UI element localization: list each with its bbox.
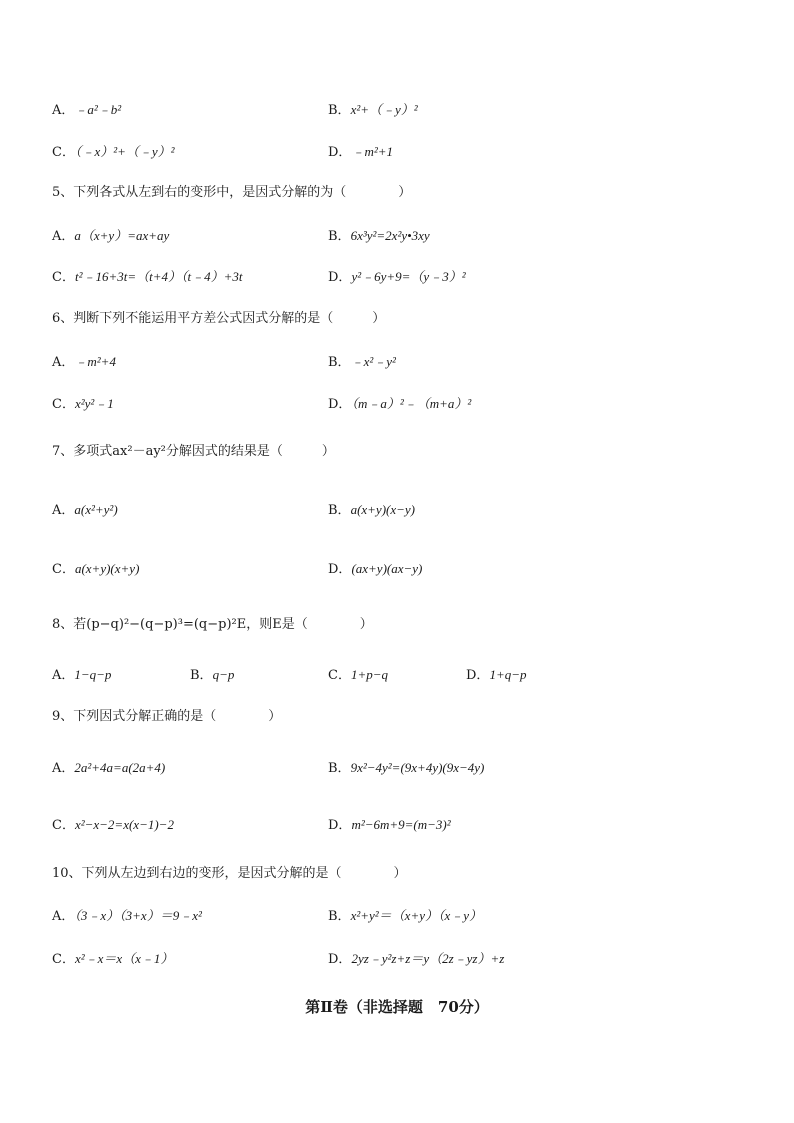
q5-option-a: A．a（x+y）=ax+ay <box>52 228 170 244</box>
q9-option-c: C．x²−x−2=x(x−1)−2 <box>52 817 174 833</box>
q5-option-c: C．t²﹣16+3t=（t+4）（t﹣4）+3t <box>52 269 243 285</box>
q10-stem: 10、下列从左边到右边的变形，是因式分解的是（ ） <box>52 866 407 881</box>
q8-option-b: B．q−p <box>190 667 235 683</box>
q8-option-d: D．1+q−p <box>466 667 527 683</box>
q8-stem: 8、若(p−q)²−(q−p)³=(q−p)²E，则E是（ ） <box>52 617 373 632</box>
q5-option-b: B．6x³y²=2x²y•3xy <box>328 228 430 244</box>
q7-option-a: A．a(x²+y²) <box>52 502 118 518</box>
q10-option-a: A．（3﹣x）（3+x）＝9﹣x² <box>52 908 202 924</box>
q6-option-d: D．（m﹣a）²﹣（m+a）² <box>328 396 472 412</box>
q7-stem: 7、多项式ax²－ay²分解因式的结果是（ ） <box>52 444 335 459</box>
q9-option-a: A．2a²+4a=a(2a+4) <box>52 760 166 776</box>
section-title: 第Ⅱ卷（非选择题 70分） <box>305 998 489 1016</box>
q7-option-d: D．(ax+y)(ax−y) <box>328 561 423 577</box>
q8-option-a: A．1−q−p <box>52 667 112 683</box>
q7-option-c: C．a(x+y)(x+y) <box>52 561 140 577</box>
q10-option-b: B．x²+y²＝（x+y）（x﹣y） <box>328 908 483 924</box>
q5-stem: 5、下列各式从左到右的变形中，是因式分解的为（ ） <box>52 185 412 200</box>
q9-option-d: D．m²−6m+9=(m−3)² <box>328 817 451 833</box>
q4-option-b: B．x²+（﹣y）² <box>328 102 418 118</box>
q4-option-d: D．﹣m²+1 <box>328 144 393 160</box>
q10-option-d: D．2yz﹣y²z+z＝y（2z﹣yz）+z <box>328 951 505 967</box>
q6-stem: 6、判断下列不能运用平方差公式因式分解的是（ ） <box>52 311 386 326</box>
q7-option-b: B．a(x+y)(x−y) <box>328 502 416 518</box>
q5-option-d: D．y²﹣6y+9=（y﹣3）² <box>328 269 466 285</box>
q4-option-c: C．（﹣x）²+（﹣y）² <box>52 144 175 160</box>
q6-option-b: B．﹣x²﹣y² <box>328 354 396 370</box>
q9-stem: 9、下列因式分解正确的是（ ） <box>52 709 282 724</box>
q10-option-c: C．x²﹣x＝x（x﹣1） <box>52 951 174 967</box>
q6-option-c: C．x²y²﹣1 <box>52 396 114 412</box>
q8-option-c: C．1+p−q <box>328 667 388 683</box>
q4-option-a: A．﹣a²﹣b² <box>52 102 122 118</box>
q6-option-a: A．﹣m²+4 <box>52 354 116 370</box>
q9-option-b: B．9x²−4y²=(9x+4y)(9x−4y) <box>328 760 485 776</box>
